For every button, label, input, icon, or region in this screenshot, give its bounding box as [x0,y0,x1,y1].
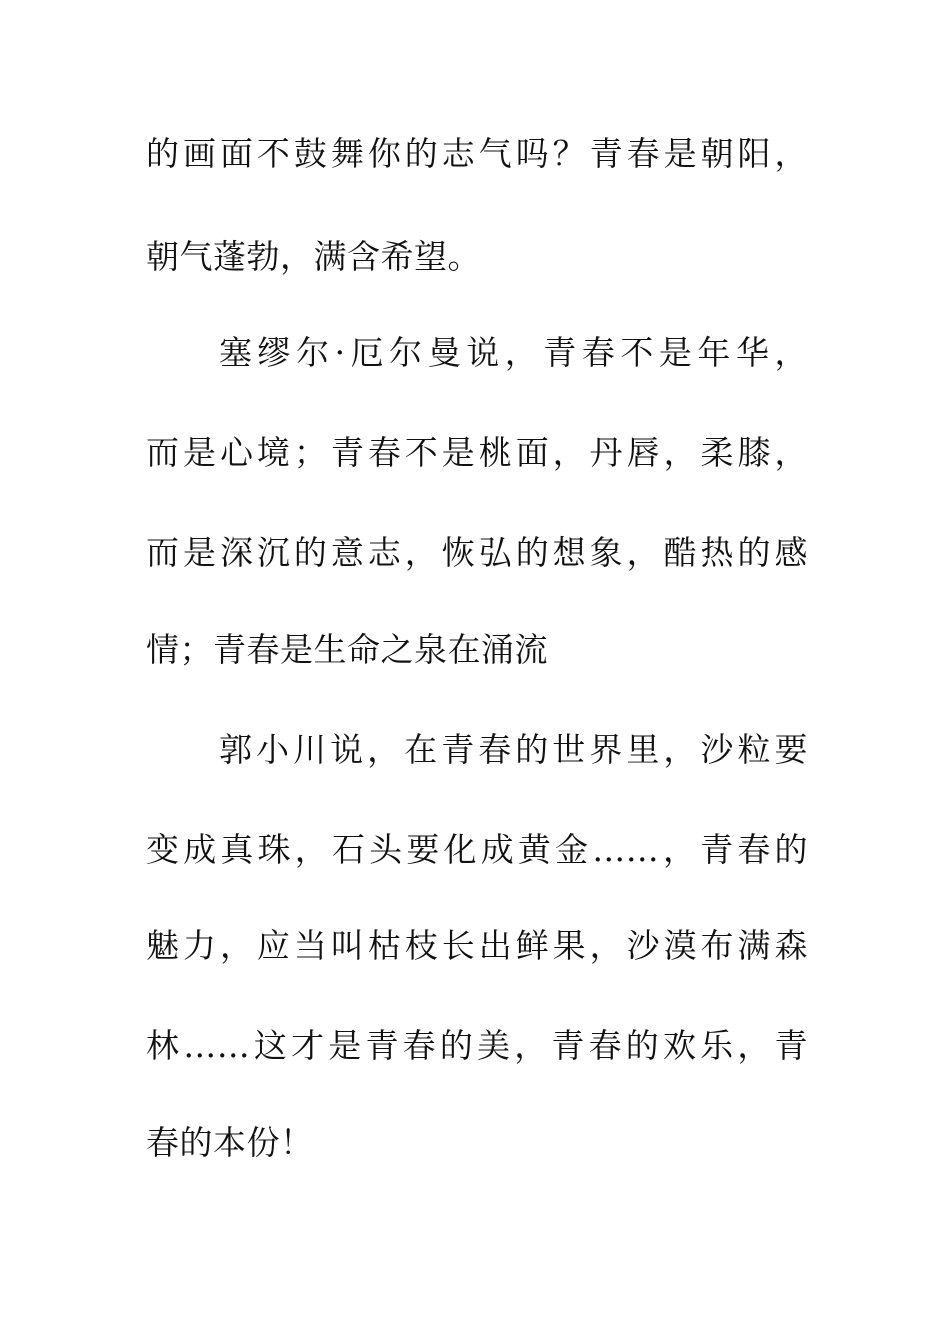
paragraph-3-line-5: 春的本份！ [146,1123,314,1162]
paragraph-1-line-2: 朝气蓬勃，满含希望。 [146,237,481,276]
paragraph-2-line-2: 而是心境；青春不是桃面，丹唇，柔膝， [146,433,808,472]
paragraph-3-line-1: 郭小川说，在青春的世界里，沙粒要 [219,730,808,769]
paragraph-2-line-3: 而是深沉的意志，恢弘的想象，酷热的感 [146,533,808,572]
paragraph-3-line-4: 林……这才是青春的美，青春的欢乐，青 [146,1026,808,1065]
paragraph-1-line-1: 的画面不鼓舞你的志气吗？青春是朝阳， [146,134,808,173]
paragraph-3-line-2: 变成真珠，石头要化成黄金……，青春的 [146,830,808,869]
paragraph-2-line-1: 塞缪尔·厄尔曼说，青春不是年华， [219,333,808,372]
paragraph-3-line-3: 魅力，应当叫枯枝长出鲜果，沙漠布满森 [146,926,808,965]
paragraph-2-line-4: 情；青春是生命之泉在涌流 [146,630,548,669]
